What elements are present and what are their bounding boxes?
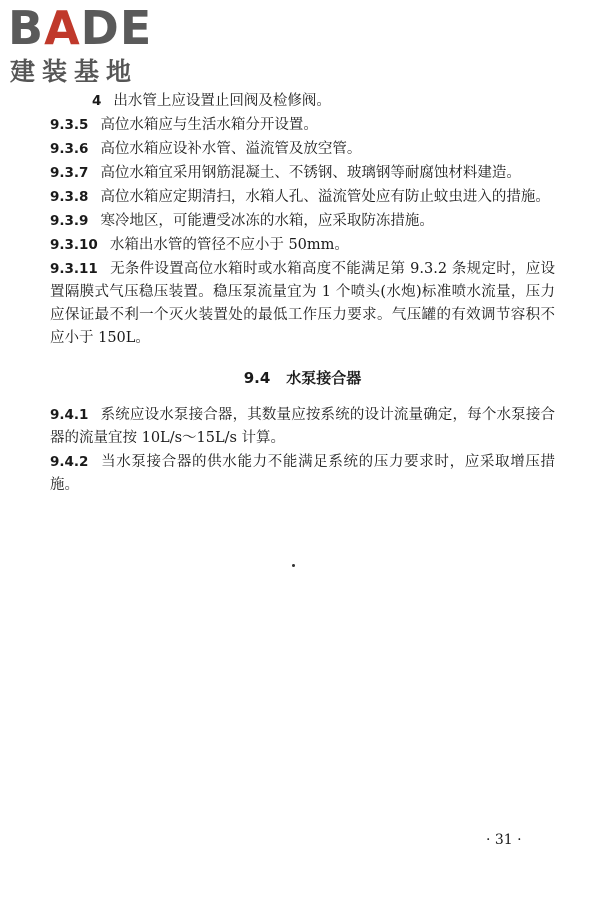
clause-9-3-11 — [50, 258, 555, 350]
logo-wordmark — [8, 1, 153, 55]
clause-number: 9.4.2 — [50, 454, 89, 470]
page-number: · 31 · — [486, 832, 522, 848]
clause-9-3-10 — [50, 234, 555, 257]
clause-number: 4 — [92, 93, 102, 109]
clause-number: 9.3.5 — [50, 117, 89, 133]
clause-9-4-2 — [50, 451, 555, 497]
clause-9-3-8 — [50, 186, 555, 209]
clause-text: 无条件设置高位水箱时或水箱高度不能满足第 9.3.2 条规定时，应设置隔膜式气压稳压装置。稳压泵流量宜为 1 个喷头(水炮)标准喷水流量，压力应保证最不利一个灭火装置处的最低工作压力要求。气压罐的有效调节容积不应小于 150L。 — [50, 261, 555, 346]
clause-number: 9.3.11 — [50, 261, 98, 277]
clause-text: 高位水箱应与生活水箱分开设置。 — [100, 117, 318, 133]
logo-letters-de: DE — [80, 1, 153, 55]
document-body — [50, 90, 555, 498]
section-title-text: 水泵接合器 — [286, 369, 362, 387]
clause-9-3-9 — [50, 210, 555, 233]
clause-item-4 — [50, 90, 555, 113]
clause-9-3-5 — [50, 114, 555, 137]
clause-number: 9.3.10 — [50, 237, 98, 253]
clause-text: 系统应设水泵接合器，其数量应按系统的设计流量确定，每个水泵接合器的流量宜按 10L/s～15L/s 计算。 — [50, 407, 555, 446]
clause-number: 9.3.6 — [50, 141, 89, 157]
logo-letter-b: B — [8, 1, 45, 55]
clause-text: 当水泵接合器的供水能力不能满足系统的压力要求时，应采取增压措施。 — [50, 454, 555, 493]
clause-number: 9.3.7 — [50, 165, 89, 181]
clause-9-3-7 — [50, 162, 555, 185]
stray-dot-mark — [292, 564, 295, 567]
clause-text: 高位水箱宜采用钢筋混凝土、不锈钢、玻璃钢等耐腐蚀材料建造。 — [100, 165, 521, 181]
logo-subtitle: 建装基地 — [10, 57, 139, 86]
brand-logo — [8, 1, 178, 88]
clause-text: 水箱出水管的管径不应小于 50mm。 — [109, 237, 349, 253]
section-number: 9.4 — [243, 369, 271, 387]
clause-number: 9.3.9 — [50, 213, 89, 229]
clause-9-4-1 — [50, 404, 555, 450]
clause-number: 9.3.8 — [50, 189, 89, 205]
section-heading — [50, 366, 555, 390]
clause-9-3-6 — [50, 138, 555, 161]
clause-number: 9.4.1 — [50, 407, 89, 423]
clause-text: 高位水箱应设补水管、溢流管及放空管。 — [100, 141, 362, 157]
clause-text: 寒冷地区，可能遭受冰冻的水箱，应采取防冻措施。 — [100, 213, 434, 229]
clause-text: 出水管上应设置止回阀及检修阀。 — [113, 93, 331, 109]
logo-letter-a: A — [44, 1, 81, 55]
clause-text: 高位水箱应定期清扫，水箱人孔、溢流管处应有防止蚊虫进入的措施。 — [100, 189, 550, 205]
